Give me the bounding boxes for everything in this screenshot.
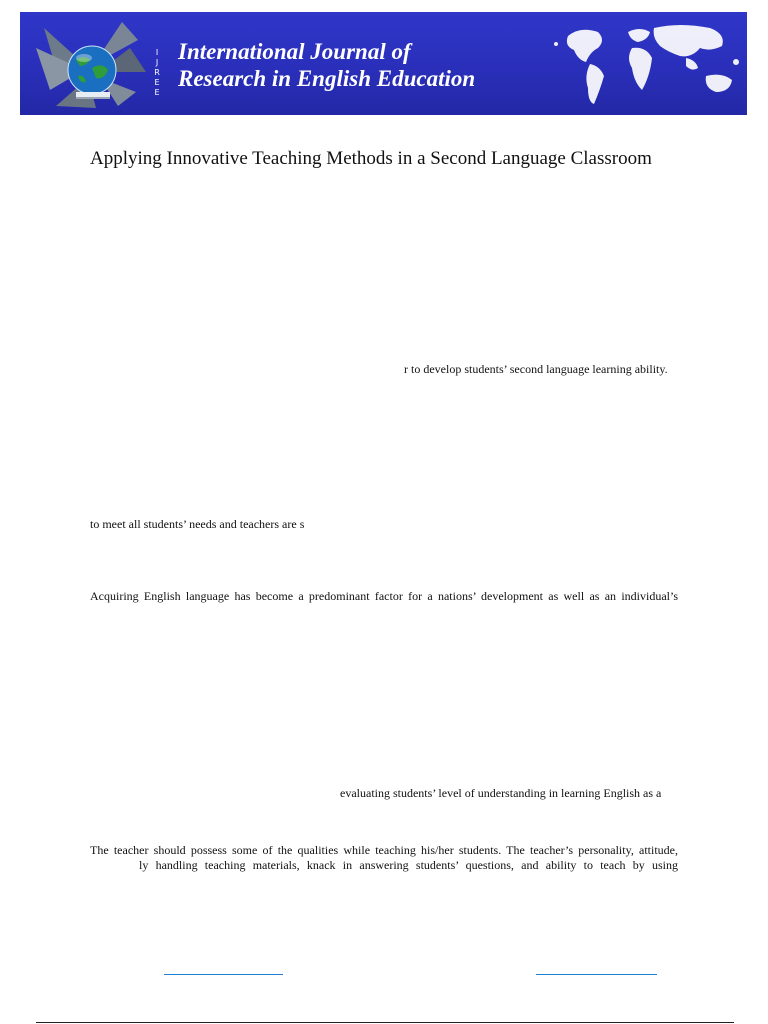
journal-banner (20, 12, 747, 115)
journal-title (178, 38, 475, 92)
hyperlink-underline[interactable] (536, 974, 657, 975)
logo-letter: J (155, 58, 159, 67)
body-fragment: to meet all students’ needs and teachers are s (90, 517, 305, 531)
journal-title-line1: International Journal of (178, 39, 411, 64)
logo-acronym (151, 48, 163, 98)
journal-title-line2: Research in English Education (178, 66, 476, 91)
globe-book-logo (26, 18, 168, 110)
logo-letter: E (154, 78, 160, 87)
hyperlink-underline[interactable] (164, 974, 283, 975)
body-fragment: evaluating students’ level of understanding in learning English as a (340, 786, 662, 800)
body-fragment: r to develop students’ second language learning ability. (404, 362, 668, 376)
body-fragment: ly handling teaching materials, knack in answering students’ questions, and ability to teach by using (139, 858, 678, 872)
logo-letter: E (154, 88, 160, 97)
footer-divider (36, 1022, 734, 1023)
logo-letter: I (155, 48, 159, 57)
logo-letter: R (154, 68, 160, 77)
body-fragment: The teacher should possess some of the qualities while teaching his/her students. The teacher’s personality, attitude, (90, 843, 678, 857)
body-fragment: Acquiring English language has become a predominant factor for a nations’ development as well as an individual’s (90, 589, 678, 603)
world-map-graphic (550, 18, 747, 110)
article-title: Applying Innovative Teaching Methods in a Second Language Classroom (90, 148, 652, 169)
